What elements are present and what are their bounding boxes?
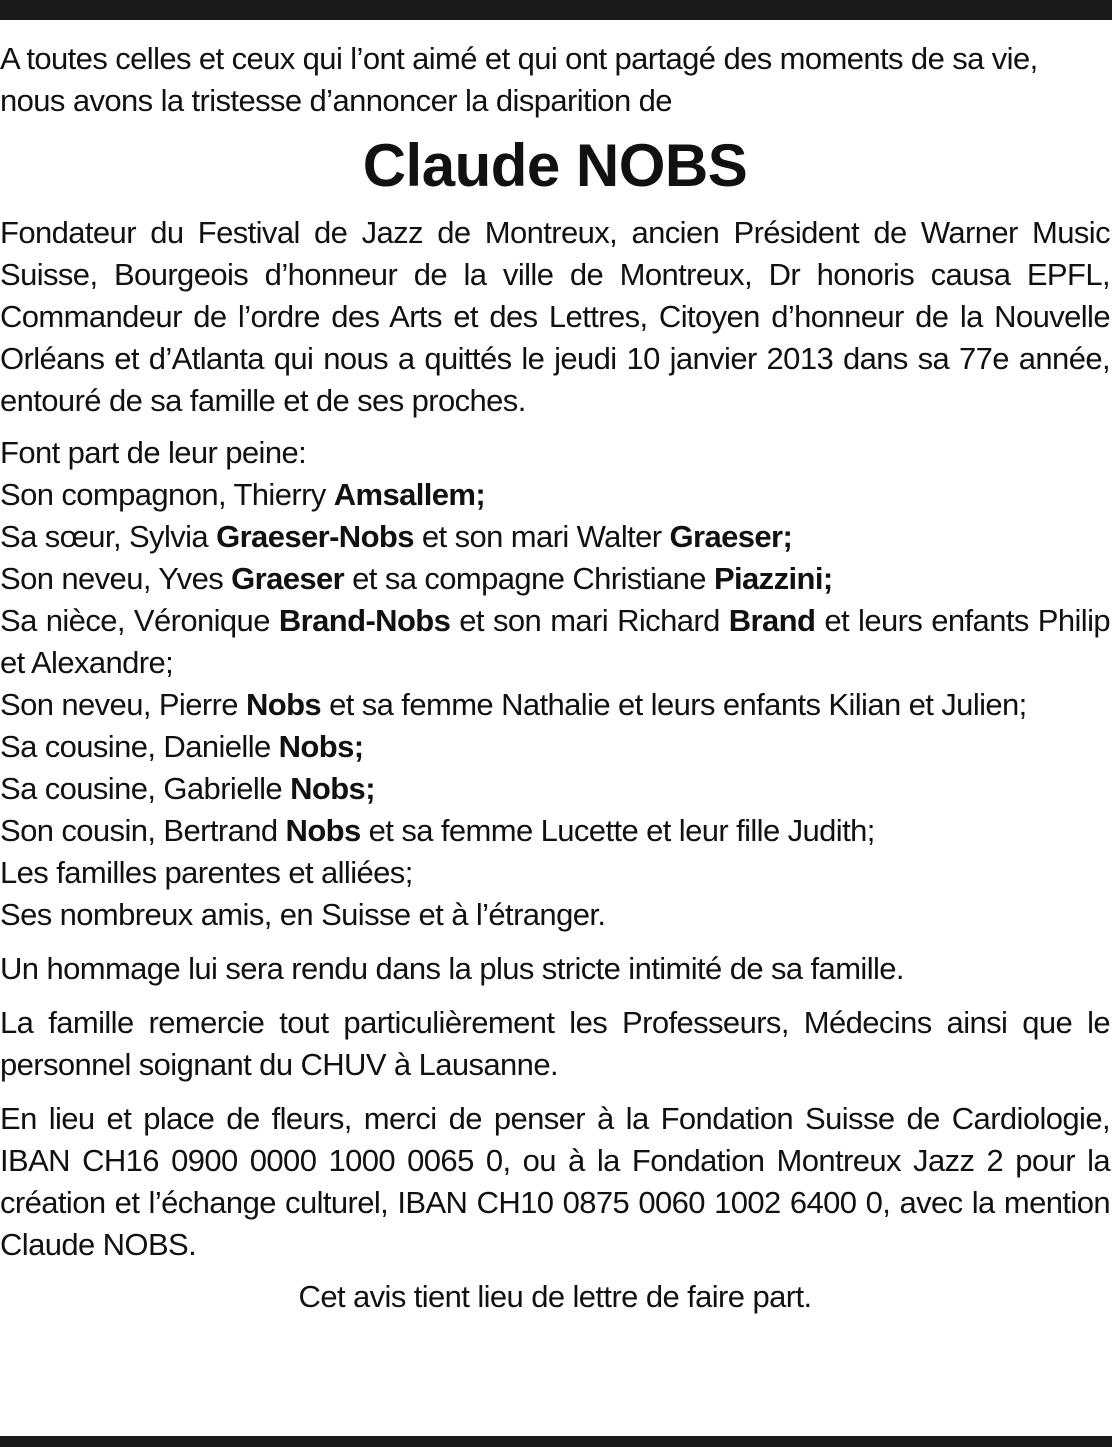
mourner-text: et sa femme Nathalie et leurs enfants Kilian et Julien; — [321, 687, 1027, 722]
mourner-text: Sa nièce, Véronique — [0, 603, 279, 638]
obituary-notice — [0, 38, 1110, 1318]
top-border-rule — [0, 0, 1112, 20]
mourner-line — [0, 516, 1110, 558]
mourner-text: et sa femme Lucette et leur fille Judith; — [360, 813, 875, 848]
mourner-line — [0, 726, 1110, 768]
mourner-surname: Nobs — [285, 813, 361, 848]
mourner-text: et son mari Richard — [450, 603, 729, 638]
mourner-line — [0, 600, 1110, 684]
mourner-surname: Graeser-Nobs — [216, 519, 414, 554]
mourner-surname: Piazzini; — [713, 561, 833, 596]
mourner-surname: Graeser — [231, 561, 345, 596]
deceased-name: Claude NOBS — [362, 132, 748, 199]
mourner-surname: Amsallem; — [333, 477, 486, 512]
mourner-surname: Nobs — [245, 687, 322, 722]
mourner-text: et leurs enfants Philip et Alexandre; — [0, 603, 1111, 680]
mourner-surname: Graeser; — [669, 519, 793, 554]
mourner-line — [0, 768, 1110, 810]
mourner-line — [0, 474, 1110, 516]
mourner-text: Son neveu, Yves — [0, 561, 232, 596]
mourner-text: Sa sœur, Sylvia — [0, 519, 217, 554]
mourner-text: Les familles parentes et alliées; — [0, 855, 413, 890]
mourner-line — [0, 852, 1110, 894]
mourner-text: Son compagnon, Thierry — [0, 477, 334, 512]
tribute-paragraph: Un hommage lui sera rendu dans la plus stricte intimité de sa famille. — [0, 951, 904, 986]
mourner-text: Sa cousine, Gabrielle — [0, 771, 291, 806]
donations-paragraph: En lieu et place de fleurs, merci de penser à la Fondation Suisse de Cardiologie, IBAN CH16 0900 0000 1000 0065 0, ou à la Fondation Montreux Jazz 2 pour la création et l’échange culturel, IBAN CH10 0875 0060 1002 6400 0, avec la mention Claude NOBS. — [0, 1101, 1110, 1262]
mourner-lines — [0, 474, 1110, 936]
biography-paragraph: Fondateur du Festival de Jazz de Montreux, ancien Président de Warner Music Suisse, Bourgeois d’honneur de la ville de Montreux, Dr honoris causa EPFL, Commandeur de l’ordre des Arts et des Lettres, Citoyen d’honneur de la Nouvelle Orléans et d’Atlanta qui nous a quittés le jeudi 10 janvier 2013 dans sa 77e année, entouré de sa famille et de ses proches. — [0, 215, 1110, 418]
mourner-text: Sa cousine, Danielle — [0, 729, 279, 764]
mourner-text: Son neveu, Pierre — [0, 687, 246, 722]
mourner-line — [0, 894, 1110, 936]
bottom-border-rule — [0, 1436, 1112, 1447]
mourner-surname: Nobs; — [290, 771, 375, 806]
mourners-heading: Font part de leur peine: — [0, 435, 307, 470]
mourner-line — [0, 810, 1110, 852]
mourner-line — [0, 558, 1110, 600]
intro-paragraph: A toutes celles et ceux qui l’ont aimé et qui ont partagé des moments de sa vie, nous avons la tristesse d’annoncer la disparition de — [0, 41, 1038, 118]
mourner-line — [0, 684, 1110, 726]
mourner-surname: Brand — [728, 603, 816, 638]
mourner-surname: Nobs; — [278, 729, 364, 764]
mourner-surname: Brand-Nobs — [278, 603, 451, 638]
thanks-paragraph: La famille remercie tout particulièrement les Professeurs, Médecins ainsi que le personnel soignant du CHUV à Lausanne. — [0, 1005, 1110, 1082]
mourner-text: Son cousin, Bertrand — [0, 813, 286, 848]
mourner-text: et son mari Walter — [413, 519, 670, 554]
mourners-list — [0, 432, 1110, 936]
mourner-text: Ses nombreux amis, en Suisse et à l’étranger. — [0, 897, 606, 932]
closing-line: Cet avis tient lieu de lettre de faire part. — [298, 1279, 812, 1314]
mourner-text: et sa compagne Christiane — [344, 561, 714, 596]
